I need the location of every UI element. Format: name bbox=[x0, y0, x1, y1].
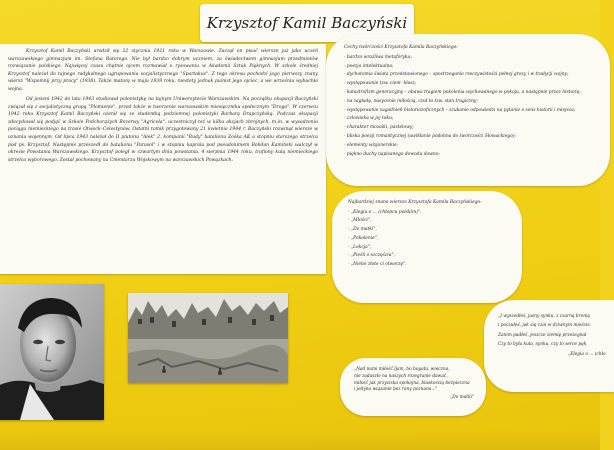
feature-item: - występowanie tzw. cieni- blasz; bbox=[344, 81, 417, 87]
portrait-image bbox=[0, 284, 104, 420]
quote-do-matki-panel bbox=[340, 358, 486, 416]
quote-elegia-panel bbox=[484, 300, 614, 392]
biography-paragraph-1: Krzysztof Kamil Baczyński urodził się 22 stycznia 1921 roku w Warszawie. Zaczął on pisać wiersze już jako uczeń warszawskiego gimnazjum im. Stefana Batorego. Nie był bardzo dobrym uczniem, za świadectwem gimnazjum przedmiotów rozwiązanie polskiego. Najwięcej czasu chętnie ojcem rozmawiał o rysowaniu w Akademii Sztuk Pięknych. W szkole średniej Krzysztof należał do tajnego radykalnego ugrupowania socjalistycznego "Spartakus". Z tego okresu pochodzi jego pierwszy znany wiersz "Wspomnij przy pracy" (1938). Także maturę w maju 1939 roku, niestety jednak pianist jego ojciec, a we wrześniu wybuchła wojna. bbox=[8, 49, 318, 92]
quote-signature: „Elegia o ... (chło bbox=[568, 351, 606, 357]
quote-line: nie zadaszło na naszych rozegranie dawać, bbox=[354, 373, 448, 379]
biography-paragraph-2: Od jesieni 1942 do lata 1943 studiował polonistykę na tajnym Uniwersytecie Warszawskim. Na początku okupacji Baczyński związał się z socjalistyczną grupą "Płomienie", przed także w tworzenie warszawskim miesięczniku społecznym "Droga". W czerwcu 1942 roku Krzysztof Kamil Baczyński ożenił się ze studentką podziemnej polonistyki Barbarą Drapczyńską. Podczas okupacji zdecydował się podjąć w Szkole Podchorążych Rezerwy "Agricola", uczestniczył też w kilku akcjach zbrojnych, m.in. w wysadzeniu pociągu niemieckiego na trasie Otwock–Celestynów. Ostatni tomik przygotowany 21 kwietnia 1944 r. Baczyński rozwinął wiersze w uznaniu wojennym. Od lipca 1943 należał do II plutonu "Alek" 2. kompanii "Rudy" batalionu Zośka AK a stopniu starszego strzelca pod ps. Krzysztof. Następnie przeszedł do batalionu "Parasol" i w stopniu kaprala pod pseudonimem Bohdan Kamiński walczył w okresie Powstania Warszawskiego. Krzysztof poległ w czwartym dniu powstania, 4 sierpnia 1944 roku, trafiony kulą niemieckiego strzelca wyborowego. Został pochowany na Cmentarzu Wojskowym na warszawskich Powązkach. bbox=[8, 97, 318, 163]
quote-line: Czy to była kula, synku, czy to serce pęk bbox=[498, 342, 587, 348]
quote-line: Zanim padłeś, jeszcze ziemię przeżegnał bbox=[498, 332, 587, 338]
quote-signature: „Do matki" bbox=[450, 395, 474, 401]
ruins-image bbox=[128, 293, 288, 383]
quote-line: i poczułeś, jak się czai w dziwnym mieście bbox=[498, 323, 590, 329]
feature-item: - na zagładę, nasycenie miłością, czuł to tzw. stan tragiczny; bbox=[344, 98, 478, 104]
feature-item: - piękno duchy napisanego dowodu dawno; bbox=[344, 151, 440, 157]
feature-item: - elementy wizjonerskie; bbox=[344, 142, 399, 148]
work-item: - „Pieśń o szczęściu", bbox=[348, 253, 395, 259]
quote-line: miłość jak przyciska spokojna, blaskością bezpieczna bbox=[354, 380, 470, 386]
work-item: - „Do matki", bbox=[348, 227, 377, 233]
feature-item: - poezja intelektualna; bbox=[344, 63, 394, 69]
work-item: - „Pokolenie", bbox=[348, 235, 379, 241]
feature-item: - człowieka w jej toku; bbox=[344, 116, 394, 122]
poster-title: Krzysztof Kamil Baczyński bbox=[200, 4, 414, 42]
feature-item: - występowanie zagadnień historiozoficznych – szukanie odpowiedzi na pytanie o sens historii i miejsca; bbox=[344, 107, 576, 113]
work-item: - „Lekcja", bbox=[348, 244, 372, 250]
quote-line: „Nad nami miłość ljam, bo bogata, wieczna, bbox=[354, 367, 450, 372]
feature-item: - katastrofizm generacyjny – obawa tragiem pokolenia wychowanego w pokoju, a następnie przez historię; bbox=[344, 89, 581, 95]
feature-item: - charakter mozaiki, pastelowy; bbox=[344, 125, 414, 131]
feature-item: - bardzo wrażliwa metaforyka; bbox=[344, 54, 412, 60]
feature-item: - dychotomia świata przedstawionego – spostrzeganie rzeczywistości pełnej grozy i w tradycji wojny; bbox=[344, 72, 569, 78]
quote-line: i jedyna wiązanie bez rany poznana..." bbox=[354, 387, 438, 393]
warsaw-ruins-photo bbox=[128, 293, 288, 383]
bottom-shadow bbox=[0, 430, 600, 450]
portrait-photo bbox=[0, 284, 104, 420]
works-heading: Najbardziej znane wiersze Krzysztofa Kamila Baczyńskiego: bbox=[348, 200, 482, 205]
work-item: - „Młości", bbox=[348, 218, 372, 224]
work-item: - „Niebo złote ci otworzę". bbox=[348, 261, 407, 267]
biography-panel bbox=[0, 44, 326, 274]
quote-line: „I wyszedłeś, jasny synku, z czarną bronią bbox=[498, 314, 590, 319]
features-cloud-panel bbox=[326, 34, 610, 186]
works-cloud-panel bbox=[332, 191, 522, 303]
features-heading: Cechy twórczości Krzysztofa Kamila Baczyńskiego: bbox=[344, 45, 458, 50]
feature-item: - bliska poezji romantycznej (uwikłanie podobna do twórczości Słowackiego); bbox=[344, 133, 516, 139]
work-item: - „Elegia o ... (chłopcu polskim)", bbox=[348, 209, 422, 215]
